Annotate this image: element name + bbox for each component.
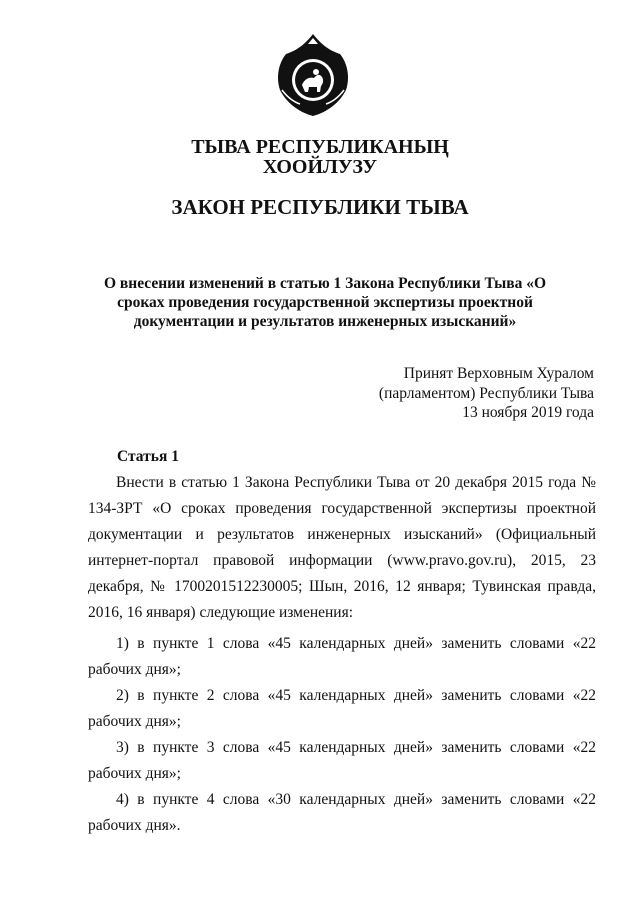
header-line-2: ХООЙЛУЗУ — [262, 156, 378, 178]
article-heading: Статья 1 — [117, 448, 179, 465]
list-item: 1) в пункте 1 слова «45 календарных дней» заменить словами «22 рабочих дня»; — [88, 635, 596, 678]
adoption-note — [294, 364, 594, 423]
tuva-coat-of-arms-icon — [272, 30, 354, 120]
header-line-1: ТЫВА РЕСПУБЛИКАНЫҢ — [191, 136, 449, 158]
adoption-line-1: Принят Верховным Хуралом — [403, 365, 594, 382]
list-item: 3) в пункте 3 слова «45 календарных дней» заменить словами «22 рабочих дня»; — [88, 739, 596, 782]
adoption-date: 13 ноября 2019 года — [462, 404, 594, 421]
adoption-line-2: (парламентом) Республики Тыва — [378, 384, 594, 402]
article-intro: Внести в статью 1 Закона Республики Тыва от 20 декабря 2015 года № 134-ЗРТ «О сроках проведения государственной экспертизы проектной документации и результатов инженерных изысканий» (Официальный интернет-портал правовой информации (www.pravo.gov.ru), 2015, 23 декабря, № 1700201512230005; Шын, 2016, 12 января; Тувинская правда, 2016, 16 января) следующие изменения: — [88, 474, 596, 621]
list-item: 4) в пункте 4 слова «30 календарных дней» заменить словами «22 рабочих дня». — [88, 791, 596, 834]
law-title: ЗАКОН РЕСПУБЛИКИ ТЫВА — [171, 195, 469, 219]
list-item: 2) в пункте 2 слова «45 календарных дней» заменить словами «22 рабочих дня»; — [88, 687, 596, 730]
document-title: О внесении изменений в статью 1 Закона Республики Тыва «О сроках проведения государственной экспертизы проектной документации и результатов инженерных изысканий» — [103, 275, 547, 330]
